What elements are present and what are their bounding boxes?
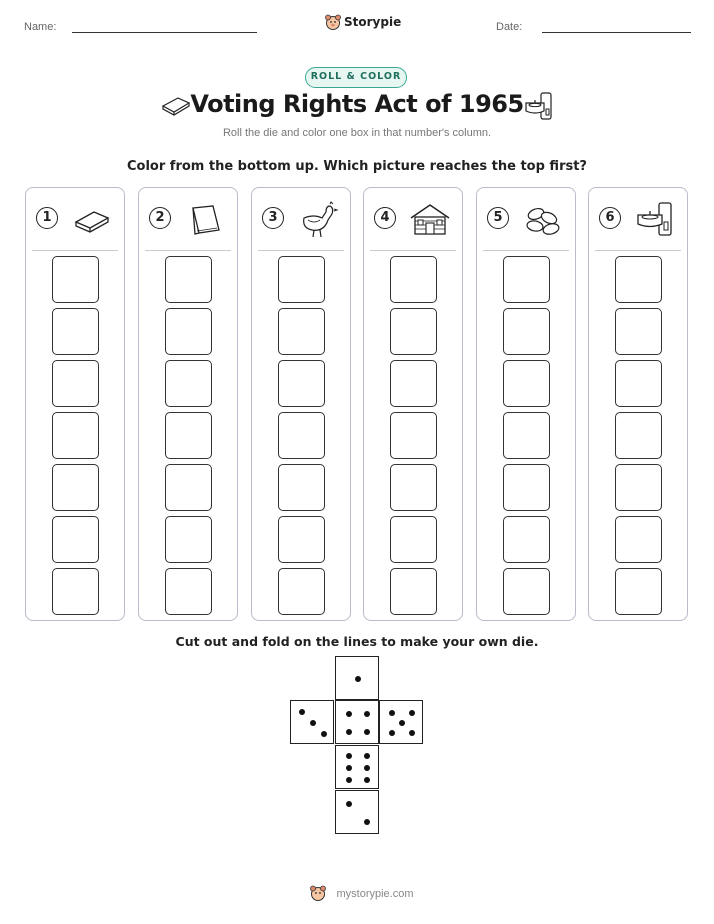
die-pip [346,729,352,735]
die-pip [346,753,352,759]
color-box[interactable] [390,412,437,459]
color-box[interactable] [503,308,550,355]
die-face-5 [379,700,423,744]
color-box[interactable] [52,256,99,303]
die-pip [364,753,370,759]
date-line[interactable] [542,32,691,33]
soap-bar-icon [70,200,114,240]
color-box[interactable] [615,308,662,355]
die-pip [364,711,370,717]
color-box[interactable] [503,516,550,563]
color-box[interactable] [52,412,99,459]
color-box[interactable] [52,464,99,511]
color-box[interactable] [165,256,212,303]
column-number: 1 [36,207,58,229]
die-pip [346,801,352,807]
drinking-fountain-icon [522,91,556,123]
subtitle: Roll the die and color one box in that number's column. [222,127,492,139]
color-box[interactable] [503,412,550,459]
die-pip [346,765,352,771]
name-label: Name: [24,21,57,33]
color-box[interactable] [165,568,212,615]
die-pip [409,730,415,736]
column-divider [32,250,118,251]
color-box[interactable] [165,308,212,355]
brand-name: Storypie [344,15,402,29]
die-pip [364,729,370,735]
color-box[interactable] [503,256,550,303]
color-box[interactable] [390,464,437,511]
instruction-text: Color from the bottom up. Which picture reaches the top first? [127,159,587,174]
color-box[interactable] [52,568,99,615]
die-pip [364,777,370,783]
book-icon [183,200,227,240]
die-pip [355,676,361,682]
roll-and-color-badge: ROLL & COLOR [305,67,407,88]
die-pip [346,711,352,717]
name-line[interactable] [72,32,257,33]
die-face-4 [335,700,379,744]
drinking-fountain-icon [633,200,677,240]
column-divider [258,250,344,251]
color-box[interactable] [52,516,99,563]
color-box[interactable] [503,568,550,615]
die-face-2 [335,790,379,834]
die-pip [346,777,352,783]
die-pip [389,730,395,736]
color-box[interactable] [52,360,99,407]
color-box[interactable] [615,464,662,511]
color-box[interactable] [503,360,550,407]
die-pip [364,819,370,825]
column-3 [251,187,351,621]
column-divider [370,250,456,251]
column-6 [588,187,688,621]
cabin-icon [408,200,452,240]
color-box[interactable] [278,516,325,563]
die-pip [409,710,415,716]
die-pip [321,731,327,737]
storypie-logo-icon [324,13,342,31]
column-number: 6 [599,207,621,229]
color-box[interactable] [615,568,662,615]
color-box[interactable] [615,516,662,563]
color-box[interactable] [390,308,437,355]
color-box[interactable] [278,412,325,459]
beans-icon [521,200,565,240]
die-face-3 [290,700,334,744]
date-label: Date: [496,21,523,33]
die-pip [389,710,395,716]
column-divider [595,250,681,251]
color-box[interactable] [278,308,325,355]
chicken-icon [296,200,340,240]
color-box[interactable] [278,256,325,303]
color-box[interactable] [390,360,437,407]
color-box[interactable] [165,412,212,459]
die-pip [399,720,405,726]
column-divider [483,250,569,251]
color-box[interactable] [165,516,212,563]
color-box[interactable] [278,464,325,511]
column-4 [363,187,463,621]
footer-url: mystorypie.com [336,888,414,900]
color-box[interactable] [278,360,325,407]
column-divider [145,250,231,251]
die-face-1 [335,656,379,700]
color-box[interactable] [615,256,662,303]
die-face-6 [335,745,379,789]
die-pip [299,709,305,715]
color-box[interactable] [165,464,212,511]
color-box[interactable] [390,256,437,303]
die-pip [310,720,316,726]
column-number: 2 [149,207,171,229]
color-box[interactable] [390,516,437,563]
color-box[interactable] [52,308,99,355]
die-net [290,656,426,836]
page-title: Voting Rights Act of 1965 [190,90,524,118]
die-instruction: Cut out and fold on the lines to make your own die. [175,634,539,649]
color-box[interactable] [390,568,437,615]
color-box[interactable] [278,568,325,615]
column-2 [138,187,238,621]
die-pip [364,765,370,771]
column-number: 4 [374,207,396,229]
column-1 [25,187,125,621]
column-5 [476,187,576,621]
color-box[interactable] [615,412,662,459]
color-box[interactable] [615,360,662,407]
column-number: 5 [487,207,509,229]
color-box[interactable] [165,360,212,407]
color-box[interactable] [503,464,550,511]
column-number: 3 [262,207,284,229]
